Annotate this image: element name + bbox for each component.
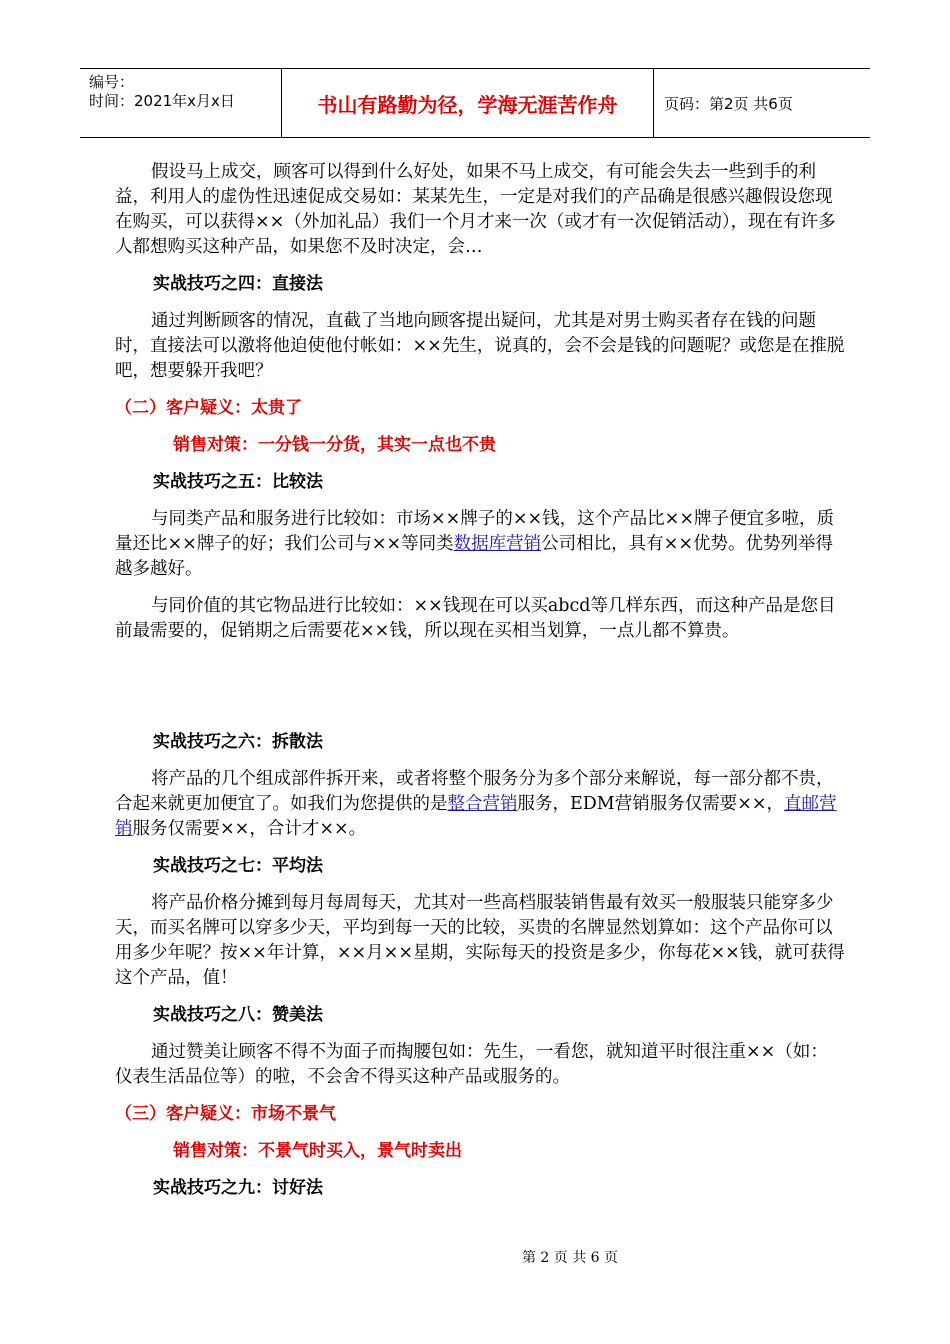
objection-heading-3: （三）客户疑义：市场不景气 bbox=[115, 1104, 336, 1124]
tip-heading-4: 实战技巧之四：直接法 bbox=[153, 274, 323, 294]
text-span: 公司相比，具有××优势。优势列举得越多越好。 bbox=[115, 534, 833, 579]
text-span: 将产品的几个组成部件拆开来，或者将整个服务分为多个部分来解说，每一部分都不贵，合起来就更加便宜了。如我们为您提供的是 bbox=[115, 769, 834, 814]
document-body bbox=[115, 160, 845, 1213]
blank-space bbox=[115, 656, 845, 730]
paragraph-assumption-close: 假设马上成交，顾客可以得到什么好处，如果不马上成交，有可能会失去一些到手的利益，利用人的虚伪性迅速促成交易如：某某先生，一定是对我们的产品确是很感兴趣假设您现在购买，可以获得××（外加礼品）我们一个月才来一次（或才有一次促销活动），现在有许多人都想购买这种产品，如果您不及时决定，会… bbox=[115, 162, 836, 257]
paragraph-comparison-1 bbox=[115, 507, 845, 582]
strategy-heading-2: 销售对策：一分钱一分货，其实一点也不贵 bbox=[173, 435, 496, 455]
link-direct-mail-marketing[interactable]: 直邮营销 bbox=[115, 794, 837, 839]
objection-heading-2: （二）客户疑义：太贵了 bbox=[115, 398, 302, 418]
tip-heading-6: 实战技巧之六：拆散法 bbox=[153, 732, 323, 752]
doc-date-label: 时间：2021年x月x日 bbox=[89, 92, 235, 110]
tip-heading-9: 实战技巧之九：讨好法 bbox=[153, 1178, 323, 1198]
text-span: 服务仅需要××，合计才××。 bbox=[132, 819, 367, 839]
paragraph-split-method bbox=[115, 767, 845, 842]
paragraph-comparison-2: 与同价值的其它物品进行比较如：××钱现在可以买abcd等几样东西，而这种产品是您目前最需要的，促销期之后需要花××钱，所以现在买相当划算，一点儿都不算贵。 bbox=[115, 596, 836, 641]
tip-heading-5: 实战技巧之五：比较法 bbox=[153, 472, 323, 492]
link-database-marketing[interactable]: 数据库营销 bbox=[453, 534, 542, 554]
paragraph-direct-method: 通过判断顾客的情况，直截了当地向顾客提出疑问，尤其是对男士购买者存在钱的问题时，直接法可以激将他迫使他付帐如：××先生，说真的，会不会是钱的问题呢？或您是在推脱吧，想要躲开我吧？ bbox=[115, 311, 845, 381]
tip-heading-8: 实战技巧之八：赞美法 bbox=[153, 1005, 323, 1025]
header-meta bbox=[80, 69, 281, 137]
text-span: 与同类产品和服务进行比较如：市场××牌子的××钱，这个产品比××牌子便宜多啦，质量还比××牌子的好；我们公司与××等同类 bbox=[115, 509, 834, 554]
page-footer: 第 2 页 共 6 页 bbox=[521, 1250, 619, 1266]
header-motto: 书山有路勤为径，学海无涯苦作舟 bbox=[281, 69, 654, 137]
paragraph-praise-method: 通过赞美让顾客不得不为面子而掏腰包如：先生，一看您，就知道平时很注重××（如：仪表生活品位等）的啦，不会舍不得买这种产品或服务的。 bbox=[115, 1042, 828, 1087]
link-integrated-marketing[interactable]: 整合营销 bbox=[447, 794, 518, 814]
paragraph-average-method: 将产品价格分摊到每月每周每天，尤其对一些高档服装销售最有效买一般服装只能穿多少天，而买名牌可以穿多少天，平均到每一天的比较，买贵的名牌显然划算如：这个产品你可以用多少年呢？按××年计算，××月××星期，实际每天的投资是多少，你每花××钱，就可获得这个产品，值！ bbox=[115, 893, 845, 988]
page-header bbox=[80, 68, 870, 138]
header-page-number: 页码：第2页 共6页 bbox=[664, 94, 793, 113]
text-span: 服务，EDM营销服务仅需要××， bbox=[517, 794, 785, 814]
strategy-heading-3: 销售对策：不景气时买入，景气时卖出 bbox=[173, 1141, 462, 1161]
tip-heading-7: 实战技巧之七：平均法 bbox=[153, 856, 323, 876]
doc-number-label: 编号： bbox=[89, 73, 135, 91]
